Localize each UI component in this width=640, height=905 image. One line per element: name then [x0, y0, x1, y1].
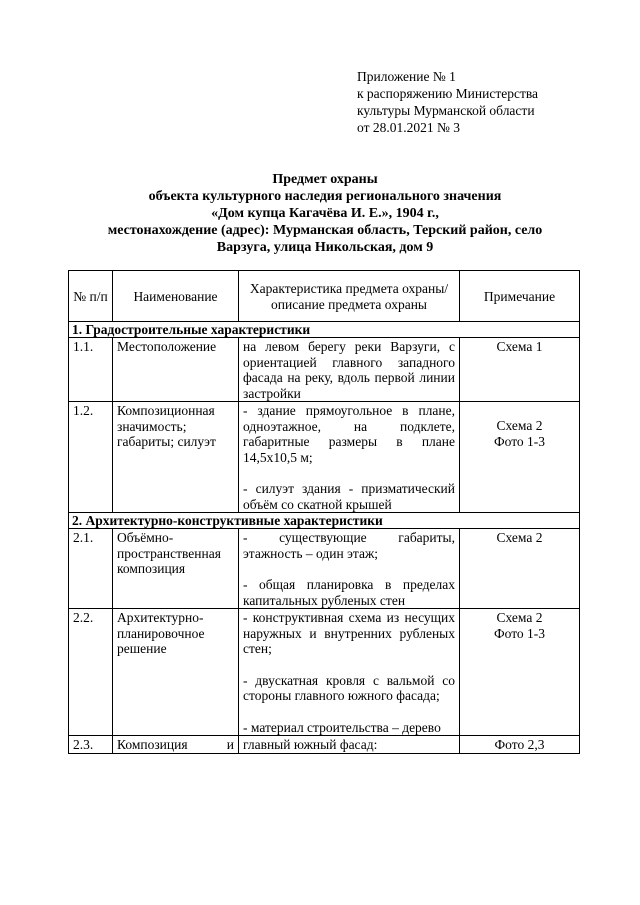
row-note	[460, 402, 580, 513]
row-name: Объёмно-пространственная композиция	[113, 529, 239, 609]
title-line: Предмет охраны	[272, 172, 378, 187]
header-num: № п/п	[69, 271, 113, 322]
desc-paragraph: - существующие габариты, этажность – один этаж;	[243, 530, 455, 561]
protection-subject-table	[68, 270, 580, 754]
row-note: Фото 2,3	[460, 736, 580, 754]
desc-paragraph: - здание прямоугольное в плане, одноэтажное, на подклете, габаритные размеры в плане 14,5х10,5 м;	[243, 403, 455, 465]
title-line: объекта культурного наследия регионального значения	[148, 189, 502, 204]
row-num: 2.2.	[69, 609, 113, 736]
row-desc	[239, 402, 460, 513]
appendix-header	[357, 68, 627, 136]
note-line: Фото 1-3	[493, 625, 546, 641]
desc-paragraph: - силуэт здания - призматический объём со скатной крышей	[243, 481, 455, 512]
row-num: 2.1.	[69, 529, 113, 609]
appendix-line: от 28.01.2021 № 3	[357, 120, 460, 135]
appendix-line: Приложение № 1	[357, 69, 456, 84]
table-row	[69, 609, 580, 736]
header-note: Примечание	[460, 271, 580, 322]
row-note	[460, 609, 580, 736]
header-desc: Характеристика предмета охраны/описание предмета охраны	[239, 271, 460, 322]
row-note: Схема 1	[460, 338, 580, 402]
table-row	[69, 529, 580, 609]
row-name: Композиция и	[113, 736, 239, 754]
table-row	[69, 402, 580, 513]
desc-paragraph: - общая планировка в пределах капитальных рубленых стен	[243, 577, 455, 608]
section-row	[69, 322, 580, 338]
title-line: «Дом купца Кагачёва И. Е.», 1904 г.,	[211, 206, 439, 221]
section-title: 2. Архитектурно-конструктивные характеристики	[69, 513, 580, 529]
desc-paragraph: - материал строительства – дерево	[243, 719, 441, 735]
note-line: Схема 2	[496, 610, 543, 625]
desc-paragraph: - конструктивная схема из несущих наружных и внутренних рубленых стен;	[243, 610, 455, 656]
row-note: Схема 2	[460, 529, 580, 609]
row-num: 1.1.	[69, 338, 113, 402]
table-header-row	[69, 271, 580, 322]
row-num: 2.3.	[69, 736, 113, 754]
row-desc: главный южный фасад:	[239, 736, 460, 754]
table-row	[69, 736, 580, 754]
title-line: Варзуга, улица Никольская, дом 9	[216, 240, 434, 255]
desc-paragraph: - двускатная кровля с вальмой со стороны главного южного фасада;	[243, 672, 455, 703]
row-num: 1.2.	[69, 402, 113, 513]
title-line: местонахождение (адрес): Мурманская область, Терский район, село	[107, 223, 543, 238]
row-desc	[239, 609, 460, 736]
note-line: Схема 2	[496, 418, 543, 433]
appendix-line: культуры Мурманской области	[357, 103, 535, 118]
note-line: Фото 1-3	[493, 433, 546, 449]
header-name: Наименование	[113, 271, 239, 322]
row-desc	[239, 529, 460, 609]
section-title: 1. Градостроительные характеристики	[69, 322, 580, 338]
row-name: Композиционная значимость; габариты; силуэт	[113, 402, 239, 513]
document-title	[40, 171, 610, 256]
section-row	[69, 513, 580, 529]
appendix-line: к распоряжению Министерства	[357, 86, 539, 101]
row-name: Местоположение	[113, 338, 239, 402]
table-row	[69, 338, 580, 402]
row-name: Архитектурно-планировочное решение	[113, 609, 239, 736]
row-desc: на левом берегу реки Варзуги, с ориентацией главного западного фасада на реку, вдоль первой линии застройки	[239, 338, 460, 402]
